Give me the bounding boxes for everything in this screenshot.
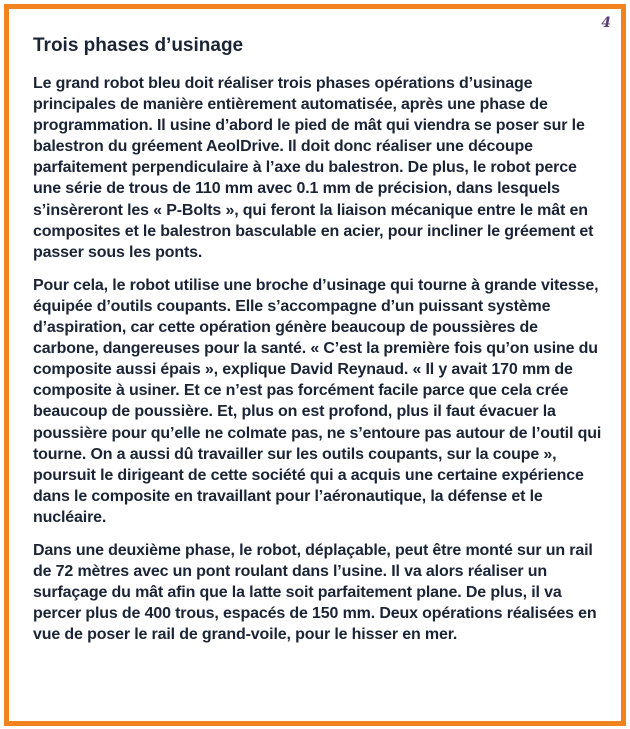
article-content <box>33 35 605 657</box>
article-frame <box>4 4 626 726</box>
paragraph-3: Dans une deuxième phase, le robot, déplaçable, peut être monté sur un rail de 72 mètres avec un pont roulant dans l’usine. Il va alors réaliser un surfaçage du mât afin que la latte soit parfaitement plane. De plus, il va percer plus de 400 trous, espacés de 150 mm. Deux opérations réalisées en vue de poser le rail de grand-voile, pour le hisser en mer. <box>33 541 597 644</box>
page-number: 4 <box>601 15 611 31</box>
paragraph-1: Le grand robot bleu doit réaliser trois phases opérations d’usinage principales de manière entièrement automatisée, après une phase de programmation. Il usine d’abord le pied de mât qui viendra se poser sur le balestron du gréement AeolDrive. Il doit donc réaliser une découpe parfaitement perpendiculaire à l’axe du balestron. De plus, le robot perce une série de trous de 110 mm avec 0.1 mm de précision, dans lesquels s’insèreront les « P-Bolts », qui feront la liaison mécanique entre le mât en composites et le balestron basculable en acier, pour incliner le gréement et passer sous les ponts. <box>33 75 594 261</box>
paragraph-2: Pour cela, le robot utilise une broche d’usinage qui tourne à grande vitesse, équipée d’outils coupants. Elle s’accompagne d’un puissant système d’aspiration, car cette opération génère beaucoup de poussières de carbone, dangereuses pour la santé. « C’est la première fois qu’on usine du composite aussi épais », explique David Reynaud. « Il y avait 170 mm de composite à usiner. Et ce n’est pas forcément facile parce que cela crée beaucoup de poussière. Et, plus on est profond, plus il faut évacuer la poussière pour qu’elle ne colmate pas, ne s’entoure pas autour de l’outil qui tourne. On a aussi dû travailler sur les outils coupants, sur la coupe », poursuit le dirigeant de cette société qui a acquis une certaine expérience dans le composite en travaillant pour l’aéronautique, la défense et le nucléaire. <box>33 276 602 526</box>
article-title: Trois phases d’usinage <box>33 35 244 56</box>
